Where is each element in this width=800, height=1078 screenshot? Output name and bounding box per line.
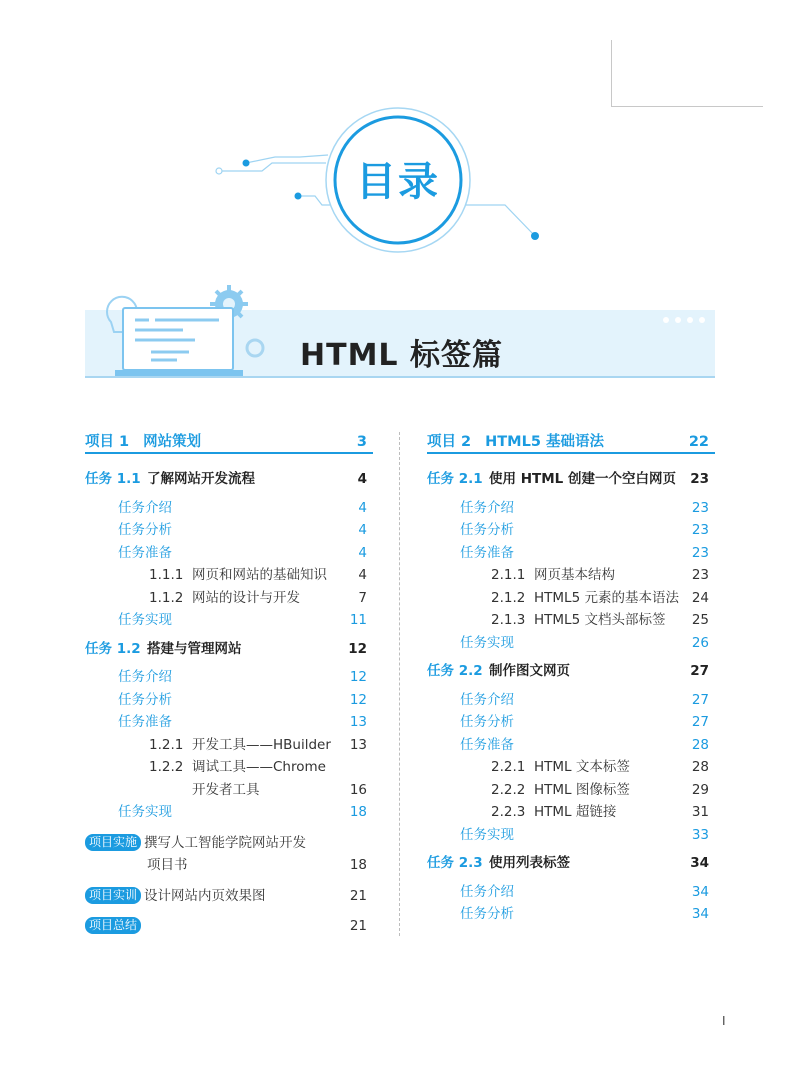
entry-label: 任务分析 (460, 522, 514, 538)
page-ref: 4 (358, 522, 367, 538)
task-heading[interactable] (85, 468, 373, 491)
column-divider (399, 432, 400, 936)
page-ref: 4 (358, 544, 367, 561)
section-number: 1.1.1 (149, 567, 184, 583)
toc-entry-task-impl[interactable] (427, 632, 715, 655)
project-heading[interactable] (427, 430, 715, 454)
title-circuit-decoration (0, 0, 800, 260)
task-heading[interactable] (85, 638, 373, 661)
toc-entry-section[interactable] (427, 609, 715, 632)
toc-entry-task-intro[interactable] (427, 881, 715, 904)
toc-entry-task-analysis[interactable] (427, 711, 715, 734)
page-ref: 26 (691, 634, 709, 651)
entry-label: 任务介绍 (118, 499, 172, 516)
section-title-continued: 开发者工具 (192, 781, 260, 798)
section-number: 2.2.3 (491, 804, 526, 820)
entry-title-continued: 项目书 (147, 857, 188, 873)
entry-label: 任务准备 (118, 714, 172, 730)
toc-entry-section[interactable] (85, 587, 373, 610)
section-title: 开发工具——HBuilder (192, 736, 331, 753)
toc-entry-project-summary[interactable] (85, 915, 373, 938)
page-ref: 4 (357, 471, 367, 487)
toc-entry-task-analysis[interactable] (85, 689, 373, 712)
section-number: 1.1.2 (149, 589, 184, 606)
entry-title: 设计网站内页效果图 (144, 887, 266, 904)
toc-entry-task-analysis[interactable] (427, 903, 715, 926)
section-number: 2.1.2 (491, 589, 526, 606)
toc-entry-task-prep[interactable] (85, 711, 373, 734)
banner-dots-decoration (660, 314, 708, 326)
task-title: 了解网站开发流程 (147, 471, 255, 487)
section-title: 网页和网站的基础知识 (192, 567, 327, 583)
task-number: 任务 2.2 (427, 663, 483, 679)
page-ref: 11 (349, 612, 367, 628)
page-number: I (722, 1014, 726, 1028)
section-title: HTML 文本标签 (534, 759, 630, 775)
section-number: 1.2.1 (149, 736, 184, 753)
entry-label: 任务分析 (118, 691, 172, 708)
toc-entry-task-impl[interactable] (85, 609, 373, 632)
page-ref: 29 (691, 781, 709, 798)
page-ref: 31 (691, 804, 709, 820)
page-ref: 4 (358, 499, 367, 516)
page-ref: 12 (349, 669, 367, 685)
entry-label: 任务介绍 (118, 669, 172, 685)
toc-entry-section[interactable] (427, 801, 715, 824)
page-ref: 28 (691, 759, 709, 775)
page-ref: 23 (690, 471, 709, 487)
page-ref: 33 (691, 826, 709, 843)
entry-label: 任务准备 (460, 736, 514, 753)
toc-entry-section[interactable] (427, 779, 715, 802)
toc-entry-section[interactable] (427, 756, 715, 779)
entry-label: 任务准备 (118, 544, 172, 561)
toc-entry-task-impl[interactable] (85, 801, 373, 824)
entry-label: 任务分析 (118, 522, 172, 538)
project-title: 网站策划 (143, 434, 202, 450)
toc-entry-project-impl-continued[interactable] (85, 854, 373, 877)
page-ref: 12 (348, 640, 367, 657)
toc-entry-task-intro[interactable] (85, 497, 373, 520)
toc-entry-task-analysis[interactable] (85, 519, 373, 542)
task-title: 使用 HTML 创建一个空白网页 (489, 471, 676, 487)
section-title: HTML 超链接 (534, 804, 617, 820)
project-training-badge: 项目实训 (85, 887, 141, 904)
section-title: HTML 图像标签 (534, 781, 630, 798)
page-ref: 23 (691, 499, 709, 516)
entry-label: 任务准备 (460, 544, 514, 561)
page-ref: 27 (690, 663, 709, 679)
page-ref: 3 (356, 434, 367, 450)
task-title: 使用列表标签 (489, 855, 570, 871)
project-impl-badge: 项目实施 (85, 834, 141, 851)
page-ref: 25 (691, 612, 709, 628)
entry-label: 任务介绍 (460, 499, 514, 516)
page-ref: 34 (691, 906, 709, 922)
toc-entry-task-prep[interactable] (427, 734, 715, 757)
section-number: 2.1.1 (491, 567, 526, 583)
page-ref: 23 (691, 567, 709, 583)
toc-entry-task-analysis[interactable] (427, 519, 715, 542)
toc-entry-section[interactable] (85, 734, 373, 757)
entry-label: 任务介绍 (460, 883, 514, 900)
page-ref: 4 (358, 567, 367, 583)
part-title: HTML 标签篇 (300, 338, 503, 373)
task-title: 制作图文网页 (489, 663, 570, 679)
page-ref: 21 (349, 918, 367, 934)
toc-entry-section-continued[interactable] (85, 779, 373, 802)
toc-entry-task-intro[interactable] (427, 497, 715, 520)
project-heading[interactable] (85, 430, 373, 454)
section-title: HTML5 元素的基本语法 (534, 589, 679, 606)
section-number: 2.1.3 (491, 612, 526, 628)
toc-entry-task-prep[interactable] (427, 542, 715, 565)
page-ref: 18 (349, 804, 367, 820)
task-heading[interactable] (427, 660, 715, 683)
toc-entry-project-training[interactable] (85, 885, 373, 908)
project-title: HTML5 基础语法 (485, 434, 604, 450)
page-ref: 34 (690, 855, 709, 871)
section-number: 2.2.2 (491, 781, 526, 798)
entry-label: 任务实现 (118, 612, 172, 628)
page-ref: 24 (691, 589, 709, 606)
page-ref: 27 (691, 714, 709, 730)
task-heading[interactable] (427, 468, 715, 491)
toc-column-left (85, 430, 373, 938)
toc-column-right (427, 430, 715, 926)
toc-entry-section[interactable] (427, 587, 715, 610)
project-number: 项目 2 (427, 434, 472, 450)
page-ref: 13 (349, 714, 367, 730)
toc-entry-section[interactable] (85, 564, 373, 587)
page-ref: 12 (349, 691, 367, 708)
page-ref: 7 (358, 589, 367, 606)
page-ref: 23 (691, 544, 709, 561)
page-ref: 18 (349, 857, 367, 873)
toc-entry-task-impl[interactable] (427, 824, 715, 847)
toc-entry-project-impl[interactable] (85, 832, 373, 855)
toc-title: 目录 (356, 159, 440, 205)
toc-entry-section[interactable] (427, 564, 715, 587)
task-number: 任务 2.1 (427, 471, 483, 487)
task-number: 任务 1.2 (85, 640, 141, 657)
section-title: 网站的设计与开发 (192, 589, 300, 606)
entry-label: 任务实现 (460, 826, 514, 843)
project-summary-badge: 项目总结 (85, 917, 141, 934)
page-ref: 27 (691, 691, 709, 708)
entry-label: 任务实现 (460, 634, 514, 651)
page-ref: 16 (349, 781, 367, 798)
toc-entry-task-intro[interactable] (427, 689, 715, 712)
page-ref: 22 (688, 434, 709, 450)
task-heading[interactable] (427, 852, 715, 875)
section-number: 2.2.1 (491, 759, 526, 775)
section-title: HTML5 文档头部标签 (534, 612, 666, 628)
toc-entry-task-prep[interactable] (85, 542, 373, 565)
task-number: 任务 2.3 (427, 855, 483, 871)
section-title: 网页基本结构 (534, 567, 615, 583)
page-ref: 28 (691, 736, 709, 753)
project-number: 项目 1 (85, 434, 130, 450)
section-number: 1.2.2 (149, 759, 184, 775)
laptop-lightbulb-illustration (85, 282, 285, 382)
task-title: 搭建与管理网站 (147, 640, 242, 657)
task-number: 任务 1.1 (85, 471, 141, 487)
page-ref: 21 (349, 887, 367, 904)
section-title: 调试工具——Chrome (192, 759, 326, 775)
entry-label: 任务分析 (460, 906, 514, 922)
toc-entry-section[interactable] (85, 756, 373, 779)
entry-title: 撰写人工智能学院网站开发 (144, 834, 307, 851)
page-ref: 13 (349, 736, 367, 753)
entry-label: 任务实现 (118, 804, 172, 820)
toc-entry-task-intro[interactable] (85, 666, 373, 689)
entry-label: 任务介绍 (460, 691, 514, 708)
entry-label: 任务分析 (460, 714, 514, 730)
page-ref: 34 (691, 883, 709, 900)
page-ref: 23 (691, 522, 709, 538)
